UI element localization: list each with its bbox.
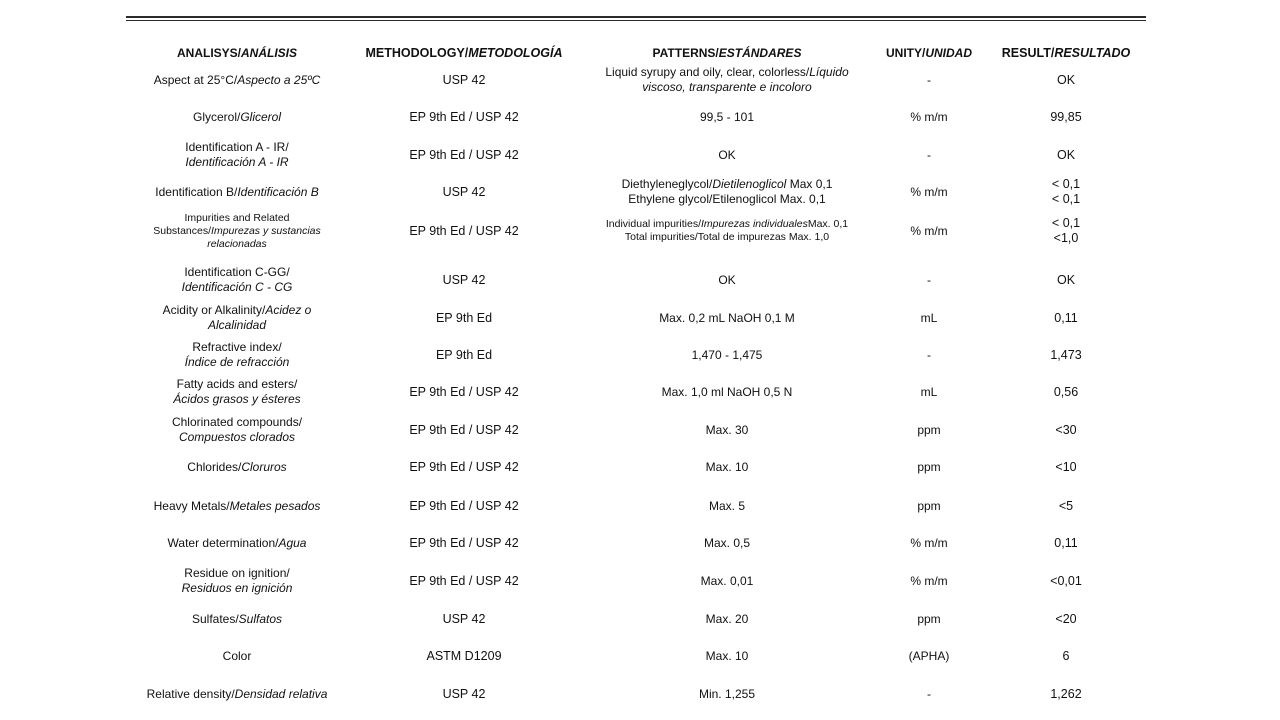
analysis-text: Acidity or Alkalinity/ [162, 303, 266, 317]
pattern-cell [578, 412, 876, 448]
analysis-text-es-2: Alcalinidad [207, 318, 267, 332]
table-row [126, 525, 1146, 561]
analysis-cell [126, 174, 348, 210]
unity-cell [874, 337, 984, 373]
pattern-text-b: Max. 0,1 [807, 218, 849, 230]
method-cell [362, 676, 566, 712]
analysis-text-es-2: Residuos en ignición [181, 581, 293, 595]
unity-cell [874, 300, 984, 336]
analysis-cell [126, 488, 348, 524]
result-value: OK [1056, 272, 1076, 287]
unity-text: - [927, 347, 931, 362]
pattern-text: Liquid syrupy and oily, clear, colorless/ [605, 65, 810, 79]
header-patterns-es: ESTÁNDARES [718, 45, 802, 60]
unity-text: % m/m [910, 573, 948, 588]
result-value: 6 [1062, 648, 1070, 663]
analysis-cell [126, 525, 348, 561]
pattern-cell [578, 174, 876, 210]
pattern-text-2: Ethylene glycol/Etilenoglicol Max. 0,1 [628, 192, 826, 206]
result-cell [1006, 601, 1126, 637]
analysis-text: Impurities and Related [184, 211, 290, 224]
method-text: USP 42 [442, 611, 486, 626]
unity-text: ppm [917, 459, 941, 474]
unity-cell [874, 525, 984, 561]
analysis-text-es: Aspecto a 25ºC [237, 72, 321, 87]
unity-cell [874, 62, 984, 98]
header-unity-es: UNIDAD [925, 45, 972, 60]
analysis-cell [126, 601, 348, 637]
method-text: EP 9th Ed / USP 42 [409, 535, 519, 550]
unity-cell [874, 601, 984, 637]
result-value: 0,56 [1053, 384, 1079, 399]
result-cell [1006, 638, 1126, 674]
result-cell [1006, 99, 1126, 135]
unity-text: % m/m [910, 223, 948, 238]
pattern-cell [578, 676, 876, 712]
unity-text: (APHA) [908, 648, 950, 663]
analysis-text: Identification B/ [155, 184, 238, 199]
result-cell [1006, 62, 1126, 98]
unity-text: ppm [917, 611, 941, 626]
analysis-text: Residue on ignition/ [184, 566, 290, 580]
analysis-cell [126, 449, 348, 485]
pattern-text: Diethyleneglycol/ [621, 177, 713, 191]
table-row [126, 601, 1146, 637]
unity-cell [874, 488, 984, 524]
pattern-text: Max. 20 [705, 611, 749, 626]
result-cell [1006, 337, 1126, 373]
pattern-text: 99,5 - 101 [699, 109, 755, 124]
table-row [126, 62, 1146, 98]
header-method [362, 44, 566, 62]
pattern-text: OK [718, 272, 736, 287]
result-cell [1006, 174, 1126, 210]
pattern-text: Max. 10 [705, 459, 749, 474]
pattern-text-b: Max 0,1 [786, 177, 833, 191]
result-cell [1006, 525, 1126, 561]
result-cell [1006, 412, 1126, 448]
result-value: 1,473 [1050, 347, 1082, 362]
table-row [126, 213, 1146, 249]
analysis-text-es: Metales pesados [229, 498, 321, 513]
pattern-cell [578, 374, 876, 410]
method-cell [362, 337, 566, 373]
analysis-text-es: Acidez o [265, 303, 312, 317]
result-value: 99,85 [1050, 109, 1082, 124]
method-cell [362, 99, 566, 135]
analysis-cell [126, 638, 348, 674]
unity-cell [874, 262, 984, 298]
analysis-text: Identification A - IR/ [185, 140, 289, 154]
analysis-text: Sulfates/ [191, 611, 239, 626]
result-value: OK [1056, 147, 1076, 162]
pattern-text: Max. 0,5 [703, 535, 751, 550]
table-row [126, 488, 1146, 524]
unity-cell [874, 174, 984, 210]
method-text: EP 9th Ed / USP 42 [409, 573, 519, 588]
analysis-text: Water determination/ [167, 535, 279, 550]
pattern-cell [578, 638, 876, 674]
analysis-cell [126, 374, 348, 410]
unity-text: mL [920, 310, 938, 325]
result-cell [1006, 137, 1126, 173]
analysis-text: Aspect at 25°C/ [153, 72, 238, 87]
unity-text: - [927, 272, 931, 287]
method-cell [362, 563, 566, 599]
pattern-cell [578, 300, 876, 336]
pattern-text: Max. 30 [705, 422, 749, 437]
pattern-text: OK [718, 147, 736, 162]
pattern-text-es-2: viscoso, transparente e incoloro [642, 80, 812, 94]
method-cell [362, 601, 566, 637]
pattern-text-2: Total impurities/Total de impurezas Max. 1,0 [624, 231, 830, 243]
analysis-cell [126, 337, 348, 373]
result-value: 1,262 [1050, 686, 1082, 701]
pattern-cell [578, 488, 876, 524]
analysis-text: Color [222, 648, 252, 663]
header-unity [874, 44, 984, 62]
result-value: <20 [1055, 611, 1077, 626]
result-value: 0,11 [1054, 310, 1078, 325]
result-cell [1006, 300, 1126, 336]
analysis-text-es: Densidad relativa [234, 686, 328, 701]
analysis-text: Heavy Metals/ [153, 498, 230, 513]
analysis-text-es: Sulfatos [238, 611, 283, 626]
method-text: EP 9th Ed / USP 42 [409, 223, 519, 238]
pattern-text: Min. 1,255 [698, 686, 756, 701]
analysis-cell [126, 262, 348, 298]
pattern-text: Max. 10 [705, 648, 749, 663]
result-value: <5 [1058, 498, 1074, 513]
top-rule-thin [126, 20, 1146, 21]
pattern-text: Max. 1,0 ml NaOH 0,5 N [661, 384, 793, 399]
analysis-cell [126, 563, 348, 599]
method-cell [362, 449, 566, 485]
unity-cell [874, 213, 984, 249]
top-rule-thick [126, 16, 1146, 18]
method-cell [362, 300, 566, 336]
table-row [126, 638, 1146, 674]
method-text: ASTM D1209 [426, 648, 502, 663]
table-row [126, 300, 1146, 336]
method-text: EP 9th Ed [435, 310, 493, 325]
result-cell [1006, 563, 1126, 599]
analysis-text-es: Identificación B [237, 184, 319, 199]
method-text: USP 42 [442, 272, 486, 287]
result-value-2: < 0,1 [1051, 192, 1081, 206]
method-text: EP 9th Ed / USP 42 [409, 459, 519, 474]
method-cell [362, 262, 566, 298]
pattern-text-es: Líquido [809, 65, 849, 79]
unity-text: - [927, 686, 931, 701]
analysis-text-es: Cloruros [241, 459, 287, 474]
header-unity-en: UNITY/ [885, 45, 926, 60]
analysis-text-2: Substances/ [153, 224, 212, 237]
pattern-cell [578, 601, 876, 637]
analysis-text-es-2: Identificación C - CG [181, 280, 293, 294]
pattern-text-es: Impurezas individuales [701, 218, 808, 230]
pattern-cell [578, 525, 876, 561]
table-row [126, 137, 1146, 173]
header-analysis [126, 44, 348, 62]
pattern-cell [578, 262, 876, 298]
method-cell [362, 374, 566, 410]
analysis-text-es-2: Identificación A - IR [185, 155, 289, 169]
method-text: EP 9th Ed / USP 42 [409, 422, 519, 437]
analysis-text-es-2: Impurezas y sustancias [211, 224, 321, 237]
method-cell [362, 488, 566, 524]
table-row [126, 449, 1146, 485]
result-cell [1006, 262, 1126, 298]
unity-cell [874, 137, 984, 173]
table-row [126, 262, 1146, 298]
unity-cell [874, 638, 984, 674]
method-cell [362, 525, 566, 561]
result-value: < 0,1 [1051, 216, 1081, 230]
analysis-text: Identification C-GG/ [184, 265, 290, 279]
result-value: <0,01 [1050, 573, 1082, 588]
pattern-cell [578, 337, 876, 373]
unity-cell [874, 412, 984, 448]
unity-text: ppm [917, 498, 941, 513]
method-cell [362, 62, 566, 98]
result-cell [1006, 449, 1126, 485]
header-result-es: RESULTADO [1054, 45, 1131, 60]
analysis-text: Relative density/ [146, 686, 235, 701]
table-row [126, 412, 1146, 448]
analysis-cell [126, 137, 348, 173]
result-value: < 0,1 [1051, 177, 1081, 191]
method-cell [362, 213, 566, 249]
analysis-text: Chlorinated compounds/ [171, 415, 303, 429]
header-analysis-en: ANALISYS/ [176, 45, 241, 60]
pattern-text: Max. 5 [708, 498, 745, 513]
analysis-cell [126, 676, 348, 712]
header-analysis-es: ANÁLISIS [241, 45, 298, 60]
pattern-text: Max. 0,01 [700, 573, 754, 588]
result-cell [1006, 213, 1126, 249]
result-value: <10 [1055, 459, 1077, 474]
result-cell [1006, 676, 1126, 712]
analysis-text: Glycerol/ [192, 109, 241, 124]
pattern-cell [578, 449, 876, 485]
result-value-2: <1,0 [1053, 231, 1079, 245]
unity-text: - [927, 72, 931, 87]
method-text: USP 42 [442, 72, 486, 87]
method-text: USP 42 [442, 184, 486, 199]
header-method-en: METHODOLOGY/ [365, 45, 469, 60]
analysis-cell [126, 300, 348, 336]
analysis-text-es: Agua [278, 535, 307, 550]
unity-cell [874, 449, 984, 485]
analysis-cell [126, 213, 348, 249]
analysis-text: Fatty acids and esters/ [176, 377, 298, 391]
unity-text: % m/m [910, 535, 948, 550]
method-cell [362, 412, 566, 448]
pattern-cell [578, 563, 876, 599]
analysis-cell [126, 62, 348, 98]
unity-text: ppm [917, 422, 941, 437]
unity-cell [874, 676, 984, 712]
result-value: <30 [1055, 422, 1077, 437]
pattern-text: Individual impurities/ [605, 218, 702, 230]
analysis-cell [126, 99, 348, 135]
method-text: USP 42 [442, 686, 486, 701]
header-patterns [578, 44, 876, 62]
analysis-text-es: Glicerol [240, 109, 282, 124]
pattern-cell [578, 137, 876, 173]
method-text: EP 9th Ed / USP 42 [409, 109, 519, 124]
method-text: EP 9th Ed / USP 42 [409, 147, 519, 162]
method-text: EP 9th Ed / USP 42 [409, 384, 519, 399]
table-header [126, 44, 1146, 62]
unity-text: % m/m [910, 109, 948, 124]
unity-text: - [927, 147, 931, 162]
analysis-text: Refractive index/ [192, 340, 282, 354]
analysis-text-es-2: Índice de refracción [184, 355, 290, 369]
pattern-text-es: Dietilenoglicol [712, 177, 787, 191]
analysis-cell [126, 412, 348, 448]
method-cell [362, 638, 566, 674]
unity-cell [874, 374, 984, 410]
analysis-text: Chlorides/ [187, 459, 242, 474]
method-text: EP 9th Ed / USP 42 [409, 498, 519, 513]
pattern-cell [578, 62, 876, 98]
table-row [126, 99, 1146, 135]
method-cell [362, 137, 566, 173]
analysis-text-es-3: relacionadas [207, 237, 267, 250]
table-row [126, 676, 1146, 712]
result-value: 0,11 [1054, 535, 1078, 550]
pattern-text: 1,470 - 1,475 [691, 347, 763, 362]
table-row [126, 337, 1146, 373]
table-row [126, 563, 1146, 599]
unity-cell [874, 99, 984, 135]
method-text: EP 9th Ed [435, 347, 493, 362]
pattern-text: Max. 0,2 mL NaOH 0,1 M [659, 310, 795, 325]
unity-text: % m/m [910, 184, 948, 199]
result-cell [1006, 488, 1126, 524]
header-patterns-en: PATTERNS/ [652, 45, 719, 60]
header-result-en: RESULT/ [1001, 45, 1055, 60]
result-value: OK [1056, 72, 1076, 87]
table-row [126, 174, 1146, 210]
header-result [1001, 44, 1131, 62]
result-cell [1006, 374, 1126, 410]
pattern-cell [578, 99, 876, 135]
unity-cell [874, 563, 984, 599]
analysis-text-es-2: Compuestos clorados [178, 430, 296, 444]
unity-text: mL [920, 384, 938, 399]
method-cell [362, 174, 566, 210]
header-method-es: METODOLOGÍA [468, 45, 563, 60]
analysis-text-es-2: Ácidos grasos y ésteres [173, 392, 301, 406]
pattern-cell [578, 213, 876, 249]
table-row [126, 374, 1146, 410]
